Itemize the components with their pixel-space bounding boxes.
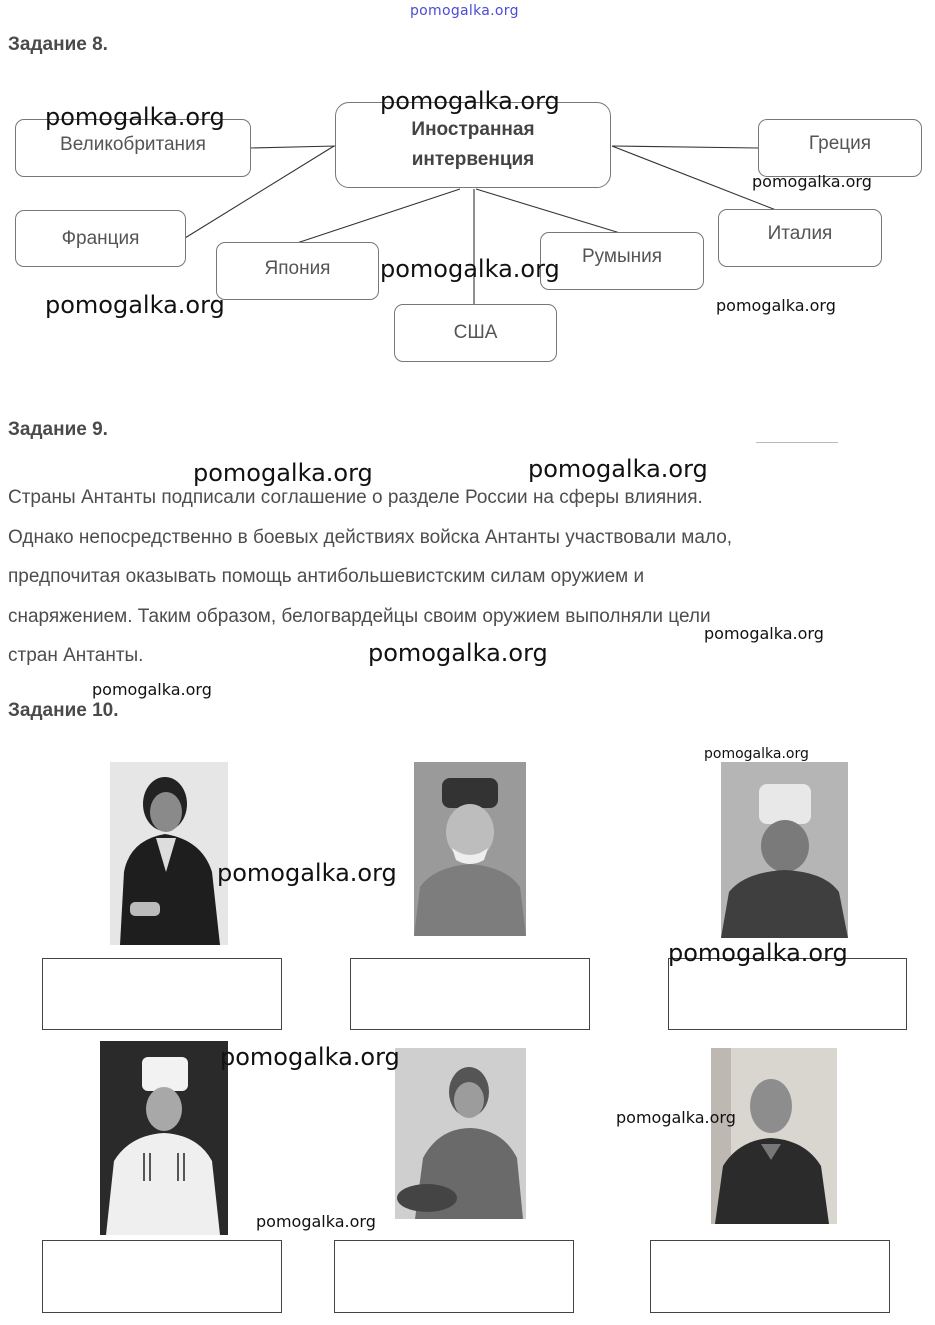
watermark: pomogalka.org [380,87,560,115]
answer-box-1[interactable] [42,958,282,1030]
watermark: pomogalka.org [616,1108,736,1127]
answer-box-3[interactable] [668,958,907,1030]
watermark: pomogalka.org [380,255,560,283]
watermark: pomogalka.org [528,455,708,483]
faint-divider [756,442,838,443]
watermark: pomogalka.org [45,291,225,319]
watermark: pomogalka.org [45,103,225,131]
watermark: pomogalka.org [92,680,212,699]
connector-greece [612,146,758,148]
answer-box-2[interactable] [350,958,590,1030]
task9-heading: Задание 9. [8,419,108,440]
answer-box-4[interactable] [42,1240,282,1313]
node-uk: Великобритания [15,119,251,177]
connector-romania [476,189,620,233]
portrait-photo-3 [721,762,848,938]
task10-heading: Задание 10. [8,700,119,721]
watermark: pomogalka.org [256,1212,376,1231]
center-line-1: Иностранная [411,119,535,140]
watermark: pomogalka.org [368,639,548,667]
node-japan: Япония [216,242,379,300]
task8-heading: Задание 8. [8,34,108,55]
portrait-photo-4 [100,1041,228,1235]
center-line-2: интервенция [411,149,535,170]
node-france: Франция [15,210,186,267]
answer-box-6[interactable] [650,1240,890,1313]
watermark: pomogalka.org [716,296,836,315]
paragraph-line-1: Страны Антанты подписали соглашение о разделе России на сферы влияния. [8,487,703,508]
connector-uk [250,146,336,148]
portrait-photo-6 [711,1048,837,1224]
portrait-photo-5 [395,1048,526,1219]
paragraph-line-2: Однако непосредственно в боевых действиях войска Антанты участвовали мало, [8,526,733,548]
node-italy: Италия [718,209,882,267]
watermark: pomogalka.org [668,939,848,967]
watermark: pomogalka.org [220,1043,400,1071]
portrait-photo-1 [110,762,228,945]
watermark: pomogalka.org [704,624,824,643]
paragraph-line-5: стран Антанты. [8,645,144,666]
watermark: pomogalka.org [217,859,397,887]
node-greece: Греция [758,119,922,177]
node-romania: Румыния [540,232,704,290]
paragraph-line-3: предпочитая оказывать помощь антибольшевистским силам оружием и [8,566,645,587]
paragraph-line-4: снаряжением. Таким образом, белогвардейцы своим оружием выполняли цели [8,605,711,627]
answer-box-5[interactable] [334,1240,574,1313]
top-watermark: pomogalka.org [410,3,519,19]
portrait-photo-2 [414,762,526,936]
connector-japan [297,189,460,243]
watermark: pomogalka.org [193,459,373,487]
watermark: pomogalka.org [752,172,872,191]
node-usa: США [394,304,557,362]
watermark: pomogalka.org [704,746,809,762]
